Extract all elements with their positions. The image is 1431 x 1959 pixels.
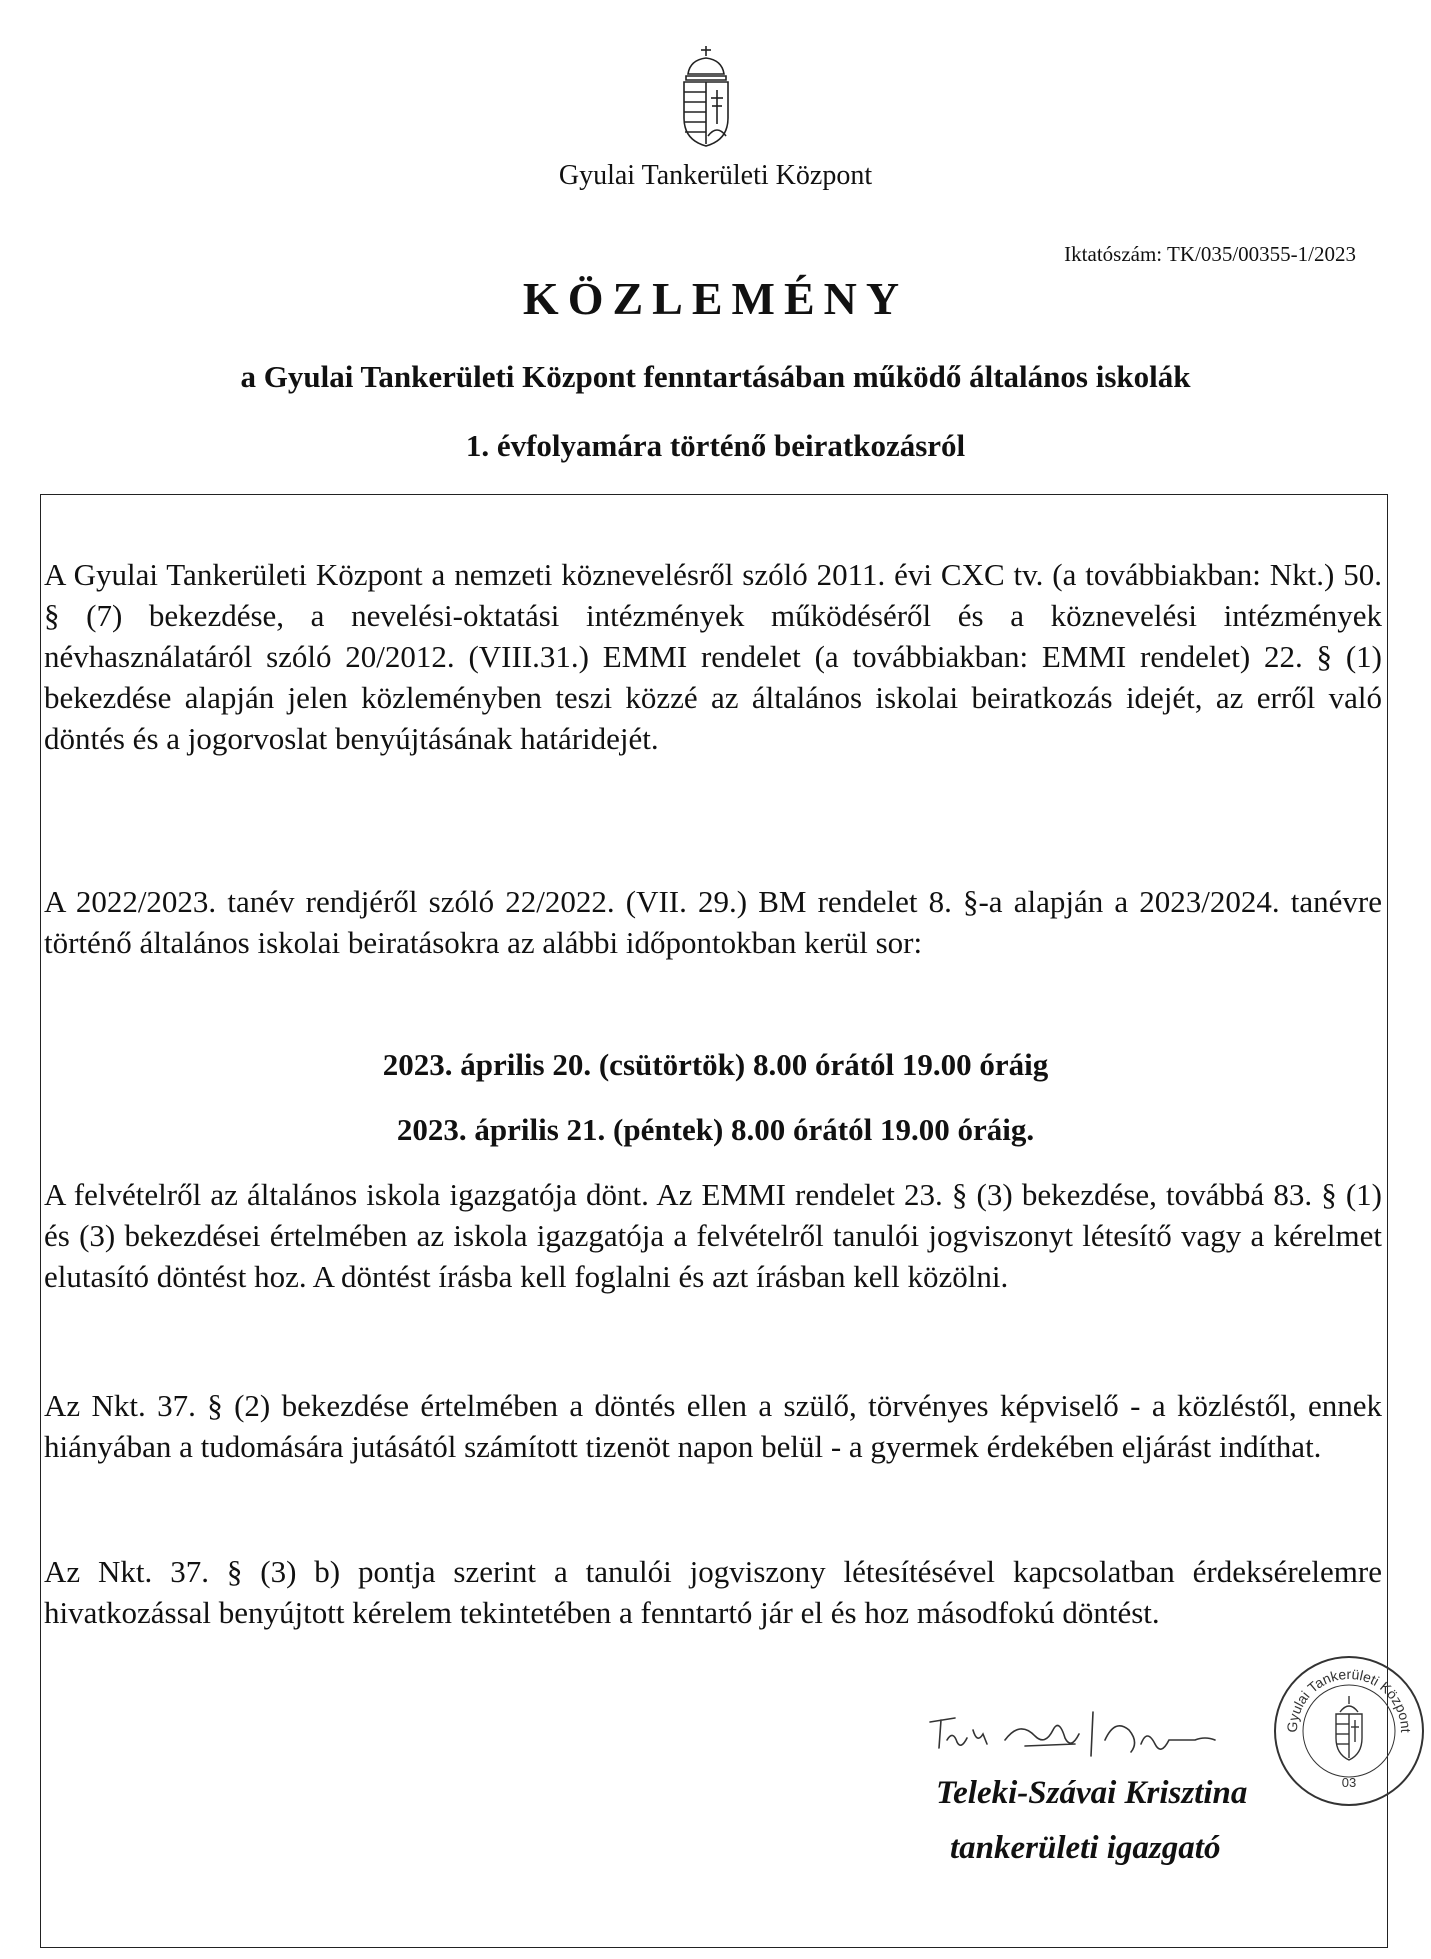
paragraph-second-instance: Az Nkt. 37. § (3) b) pontja szerint a tanulói jogviszony létesítésével kapcsolatban érdeksérelemre hivatkozással benyújtott kérelem tekintetében a fenntartó jár el és hoz másodfokú döntést.	[44, 1554, 1382, 1630]
paragraph-legal-basis: A Gyulai Tankerületi Központ a nemzeti köznevelésről szóló 2011. évi CXC tv. (a továbbiakban: Nkt.) 50. § (7) bekezdése, a nevelési-oktatási intézmények működéséről és a köznevelési intézmények névhasználatáról szóló 20/2012. (VIII.31.) EMMI rendelet (a továbbiakban: EMMI rendelet) 22. § (1) bekezdése alapján jelen közleményben teszi közzé az általános iskolai beiratkozás idejét, az erről való döntés és a jogorvoslat benyújtásának határidejét.	[44, 557, 1382, 756]
enrollment-date-2: 2023. április 21. (péntek) 8.00 órától 19.00 óráig.	[396, 1112, 1035, 1147]
paragraph-enrollment-dates-intro: A 2022/2023. tanév rendjéről szóló 22/2022. (VII. 29.) BM rendelet 8. §-a alapján a 2023/2024. tanévre történő általános iskolai beiratásokra az alábbi időpontokban kerül sor:	[44, 884, 1382, 960]
paragraph-appeal: Az Nkt. 37. § (2) bekezdése értelmében a döntés ellen a szülő, törvényes képviselő - a közléstől, ennek hiányában a tudomására jutásától számított tizenöt napon belül - a gyermek érdekében eljárást indíthat.	[44, 1388, 1382, 1464]
stamp-number: 03	[1341, 1775, 1357, 1790]
signer-role: tankerületi igazgató	[950, 1830, 1221, 1866]
enrollment-date-1: 2023. április 20. (csütörtök) 8.00 órától 19.00 óráig	[382, 1047, 1049, 1082]
svg-text:Gyulai Tankerületi Központ: Gyulai Tankerületi Központ	[1283, 1665, 1415, 1733]
handwritten-signature	[925, 1700, 1305, 1770]
signer-name: Teleki-Szávai Krisztina	[936, 1775, 1248, 1811]
subtitle-line-2: 1. évfolyamára történő beiratkozásról	[465, 428, 966, 463]
document-title: KÖZLEMÉNY	[522, 273, 909, 324]
organization-name: Gyulai Tankerületi Központ	[558, 160, 873, 191]
subtitle-line-1: a Gyulai Tankerületi Központ fenntartásában működő általános iskolák	[240, 359, 1191, 394]
paragraph-admission-decision: A felvételről az általános iskola igazgatója dönt. Az EMMI rendelet 23. § (3) bekezdése, továbbá 83. § (1) és (3) bekezdései értelmében az iskola igazgatója a felvételről tanulói jogviszonyt létesítő vagy a kérelmet elutasító döntést hoz. A döntést írásba kell foglalni és azt írásban kell közölni.	[44, 1177, 1382, 1294]
official-stamp	[1270, 1652, 1428, 1810]
file-number: Iktatószám: TK/035/00355-1/2023	[1064, 242, 1356, 266]
hungarian-coat-of-arms-icon	[676, 44, 736, 148]
